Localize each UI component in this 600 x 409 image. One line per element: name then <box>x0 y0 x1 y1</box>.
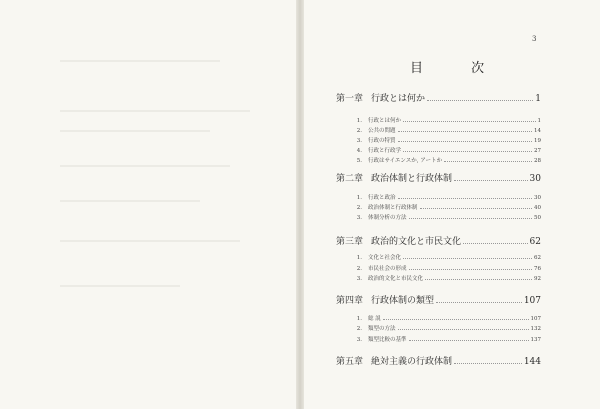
toc-section <box>336 146 541 154</box>
toc-section <box>336 314 541 322</box>
dot-leader <box>427 100 533 101</box>
section-page: 76 <box>534 266 541 272</box>
toc-chapter-5 <box>336 354 541 367</box>
chapter-page: 144 <box>523 357 541 367</box>
dot-leader <box>420 208 532 209</box>
section-title: 行政とは何か <box>368 118 402 124</box>
section-title: 政治体制と行政体制 <box>368 205 418 211</box>
dot-leader <box>403 258 532 259</box>
toc-section <box>336 213 541 221</box>
dot-leader <box>444 161 532 162</box>
toc-section <box>336 136 541 144</box>
section-number: 1. <box>356 316 362 322</box>
dot-leader <box>425 279 532 280</box>
toc-title: 目 次 <box>410 61 507 76</box>
section-page: 92 <box>534 276 541 282</box>
toc-section <box>336 274 541 282</box>
dot-leader <box>403 151 532 152</box>
section-page: 28 <box>534 158 541 164</box>
dot-leader <box>398 198 532 199</box>
chapter-label: 第五章 <box>336 357 364 367</box>
toc-section <box>336 203 541 211</box>
show-through-line <box>60 285 180 287</box>
toc-chapter-2 <box>336 171 541 184</box>
toc-section <box>336 156 541 164</box>
section-title: 総 説 <box>368 316 381 322</box>
toc-chapter-4 <box>336 293 541 306</box>
toc-section <box>336 193 541 201</box>
show-through-line <box>60 240 240 242</box>
chapter-label: 第三章 <box>336 237 364 247</box>
section-page: 50 <box>534 215 541 221</box>
section-number: 1. <box>356 255 362 261</box>
section-number: 1. <box>356 195 362 201</box>
toc-section <box>336 264 541 272</box>
toc-section <box>336 126 541 134</box>
book-gutter <box>296 0 304 409</box>
section-number: 3. <box>356 337 362 343</box>
section-number: 2. <box>356 205 362 211</box>
section-page: 27 <box>534 148 541 154</box>
dot-leader <box>409 218 532 219</box>
dot-leader <box>383 319 529 320</box>
chapter-label: 第一章 <box>336 94 364 104</box>
section-number: 4. <box>356 148 362 154</box>
section-title: 体制分析の方法 <box>368 215 407 221</box>
section-number: 1. <box>356 118 362 124</box>
show-through-line <box>60 60 220 62</box>
dot-leader <box>436 302 522 303</box>
section-title: 行政はサイエンスか, アートか <box>368 158 443 164</box>
dot-leader <box>409 340 529 341</box>
dot-leader <box>463 243 528 244</box>
chapter-title: 政治体制と行政体制 <box>371 174 453 184</box>
section-title: 政治的文化と市民文化 <box>368 276 424 282</box>
toc-section <box>336 116 541 124</box>
toc-chapter-1 <box>336 91 541 104</box>
section-title: 市民社会の形成 <box>368 266 407 272</box>
section-page: 62 <box>534 255 541 261</box>
section-number: 2. <box>356 266 362 272</box>
toc-section <box>336 335 541 343</box>
dot-leader <box>454 180 528 181</box>
section-title: 類型の方法 <box>368 326 396 332</box>
section-page: 107 <box>530 316 541 322</box>
section-page: 14 <box>534 128 541 134</box>
section-number: 3. <box>356 276 362 282</box>
show-through-line <box>60 165 230 167</box>
left-page <box>0 0 296 409</box>
chapter-title: 政治的文化と市民文化 <box>371 237 462 247</box>
section-page: 19 <box>534 138 541 144</box>
section-number: 2. <box>356 128 362 134</box>
show-through-line <box>60 130 210 132</box>
section-number: 2. <box>356 326 362 332</box>
dot-leader <box>454 363 522 364</box>
section-page: 132 <box>530 326 541 332</box>
chapter-page: 107 <box>523 296 541 306</box>
dot-leader <box>398 141 532 142</box>
chapter-title: 絶対主義の行政体制 <box>371 357 453 367</box>
section-title: 行政と行政学 <box>368 148 402 154</box>
section-page: 40 <box>534 205 541 211</box>
show-through-line <box>60 200 200 202</box>
section-page: 1 <box>537 118 541 124</box>
dot-leader <box>403 121 535 122</box>
section-number: 3. <box>356 138 362 144</box>
section-page: 30 <box>534 195 541 201</box>
chapter-label: 第四章 <box>336 296 364 306</box>
chapter-page: 62 <box>529 237 541 247</box>
section-page: 137 <box>530 337 541 343</box>
section-title: 公共の問題 <box>368 128 396 134</box>
section-title: 文化と社会化 <box>368 255 402 261</box>
dot-leader <box>398 131 532 132</box>
chapter-label: 第二章 <box>336 174 364 184</box>
dot-leader <box>398 329 529 330</box>
section-title: 行政の特質 <box>368 138 396 144</box>
section-number: 3. <box>356 215 362 221</box>
toc-chapter-3 <box>336 234 541 247</box>
page-number: 3 <box>532 35 537 43</box>
section-title: 行政と政治 <box>368 195 396 201</box>
dot-leader <box>409 269 532 270</box>
chapter-page: 1 <box>535 94 541 104</box>
show-through-line <box>60 110 250 112</box>
section-title: 類型比較の基準 <box>368 337 407 343</box>
section-number: 5. <box>356 158 362 164</box>
toc-section <box>336 324 541 332</box>
toc-section <box>336 253 541 261</box>
chapter-title: 行政体制の類型 <box>371 296 435 306</box>
chapter-title: 行政とは何か <box>371 94 426 104</box>
chapter-page: 30 <box>529 174 541 184</box>
